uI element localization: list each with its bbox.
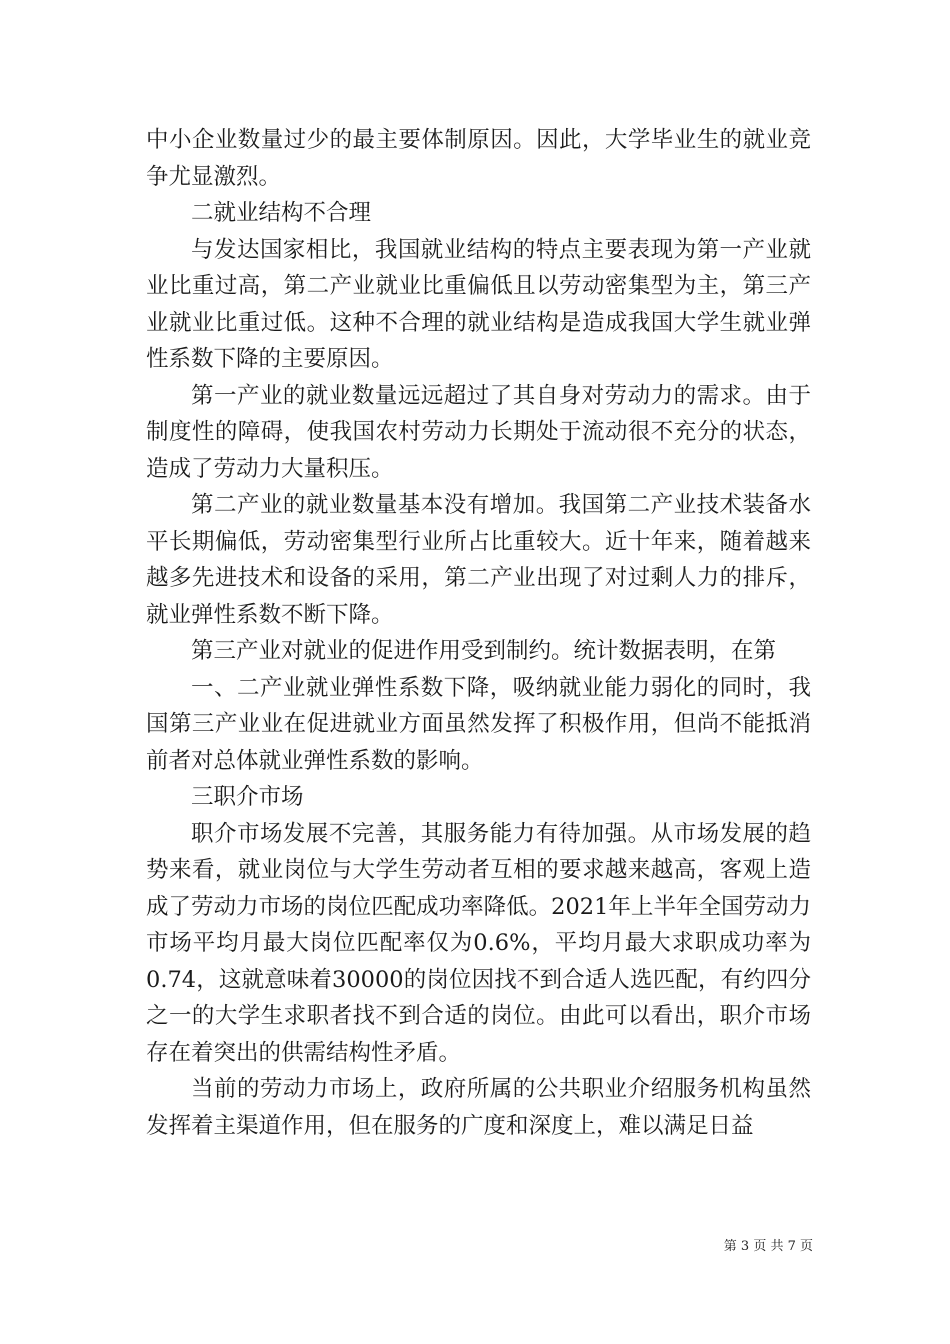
section-heading-employment-structure: 二就业结构不合理 (191, 200, 372, 226)
paragraph-tertiary-industry-continued: 一、二产业就业弹性系数下降，吸纳就业能力弱化的同时，我国第三产业业在促进就业方面虽然发挥了积极作用，但尚不能抵消前者对总体就业弹性系数的影响。 (146, 674, 811, 774)
paragraph-structure-comparison: 与发达国家相比，我国就业结构的特点主要表现为第一产业就业比重过高，第二产业就业比重偏低且以劳动密集型为主，第三产业就业比重过低。这种不合理的就业结构是造成我国大学生就业弹性系数下降的主要原因。 (146, 236, 811, 372)
paragraph-job-market-matching: 职介市场发展不完善，其服务能力有待加强。从市场发展的趋势来看，就业岗位与大学生劳动者互相的要求越来越高，客观上造成了劳动力市场的岗位匹配成功率降低。2021年上半年全国劳动力市场平均月最大岗位匹配率仅为0.6%，平均月最大求职成功率为0.74，这就意味着30000的岗位因找不到合适人选匹配，有约四分之一的大学生求职者找不到合适的岗位。由此可以看出，职介市场存在着突出的供需结构性矛盾。 (146, 820, 811, 1066)
paragraph-continuation: 中小企业数量过少的最主要体制原因。因此，大学毕业生的就业竞争尤显激烈。 (146, 127, 811, 190)
paragraph-secondary-industry: 第二产业的就业数量基本没有增加。我国第二产业技术装备水平长期偏低，劳动密集型行业所占比重较大。近十年来，随着越来越多先进技术和设备的采用，第二产业出现了对过剩人力的排斥，就业弹性系数不断下降。 (146, 492, 811, 628)
section-heading-job-market: 三职介市场 (191, 784, 304, 810)
paragraph-primary-industry: 第一产业的就业数量远远超过了其自身对劳动力的需求。由于制度性的障碍，使我国农村劳动力长期处于流动很不充分的状态，造成了劳动力大量积压。 (146, 382, 811, 482)
document-body (146, 122, 811, 1144)
paragraph-tertiary-industry: 第三产业对就业的促进作用受到制约。统计数据表明，在第 (191, 638, 777, 664)
page-number-footer: 第 3 页 共 7 页 (723, 1239, 813, 1254)
paragraph-public-employment-services: 当前的劳动力市场上，政府所属的公共职业介绍服务机构虽然发挥着主渠道作用，但在服务的广度和深度上，难以满足日益 (146, 1076, 811, 1139)
